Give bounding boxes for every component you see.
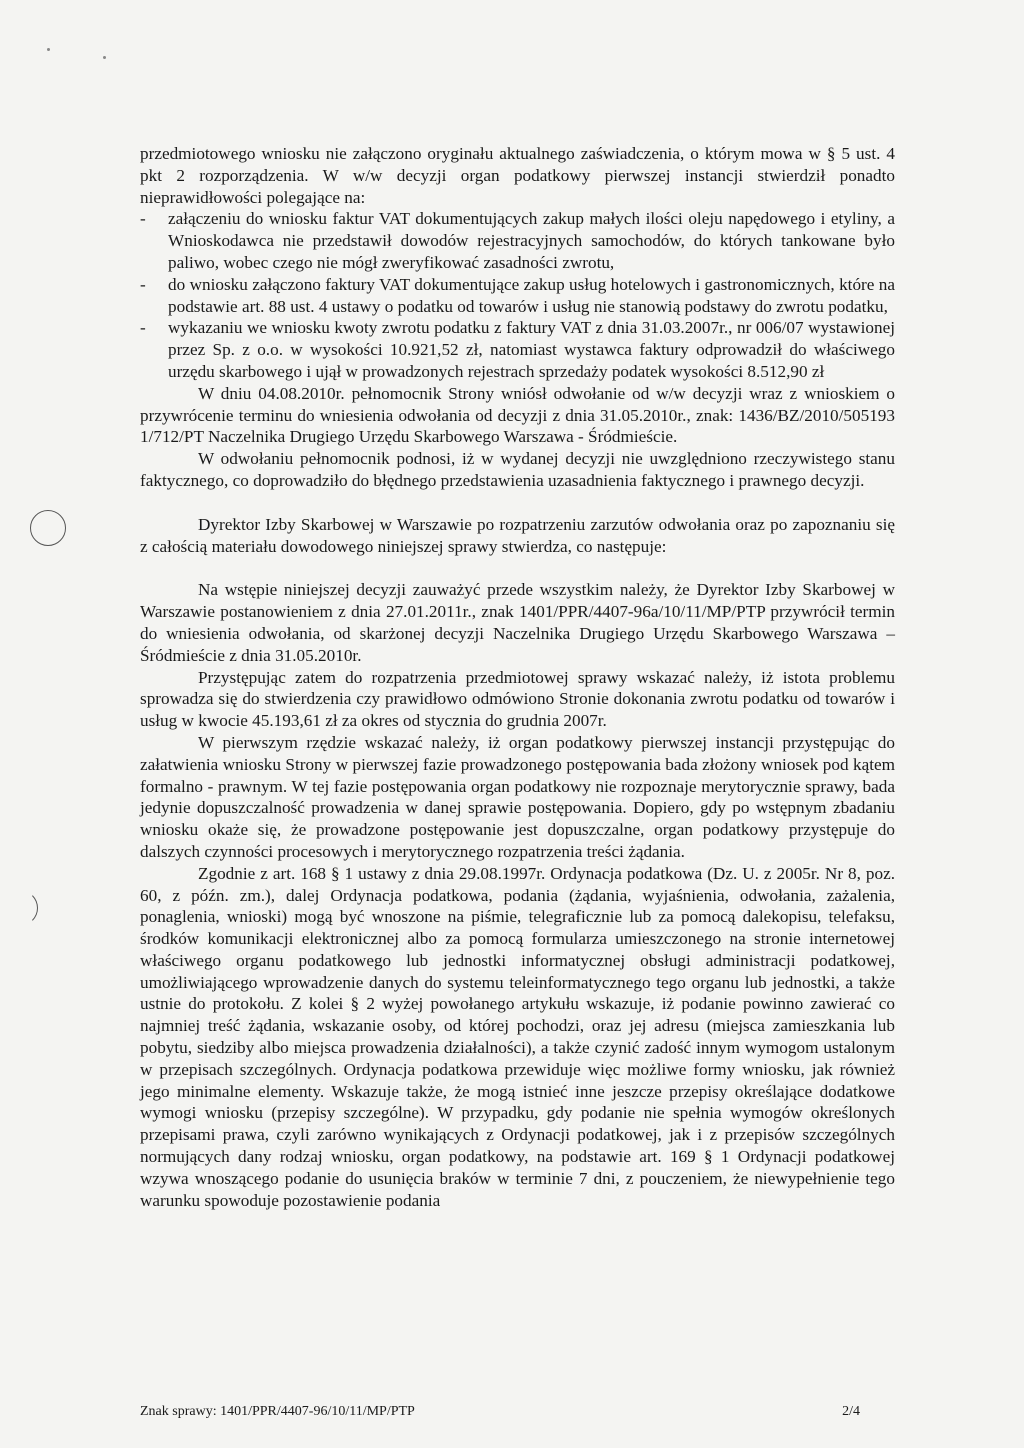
list-item-text: wykazaniu we wniosku kwoty zwrotu podatku z faktury VAT z dnia 31.03.2007r., nr 006/07 wystawionej przez Sp. z o.o. w wysokości 10.921,52 zł, natomiast wystawca faktury odprowadził do właściwego urzędu skarbowego i ujął w prowadzonych rejestrach sprzedaży podatek wysokości 8.512,90 zł — [168, 318, 895, 381]
list-item-text: załączeniu do wniosku faktur VAT dokumentujących zakup małych ilości oleju napędowego i etyliny, a Wnioskodawca nie przedstawił dowodów rejestracyjnych samochodów, do których tankowane było paliwo, wobec czego nie mógł zweryfikować zasadności zwrotu, — [168, 209, 895, 272]
paragraph: W dniu 04.08.2010r. pełnomocnik Strony wniósł odwołanie od w/w decyzji wraz z wnioskiem o przywrócenie terminu do wniesienia odwołania od decyzji z dnia 31.05.2010r., znak: 1436/BZ/2010/505193 1/712/PT Naczelnika Drugiego Urzędu Skarbowego Warszawa - Śródmieście. — [140, 383, 895, 447]
paragraph: Na wstępie niniejszej decyzji zauważyć przede wszystkim należy, że Dyrektor Izby Skarbowej w Warszawie postanowieniem z dnia 27.01.2011r., znak 1401/PPR/4407-96a/10/11/MP/PTP przywrócił termin do wniesienia odwołania, od skarżonej decyzji Naczelnika Drugiego Urzędu Skarbowego Warszawa – Śródmieście z dnia 31.05.2010r. — [140, 580, 895, 665]
scan-speck — [47, 48, 50, 51]
document-body — [140, 143, 895, 1211]
paragraph: Dyrektor Izby Skarbowej w Warszawie po rozpatrzeniu zarzutów odwołania oraz po zapoznaniu się z całością materiału dowodowego niniejszej sprawy stwierdza, co następuje: — [140, 514, 895, 556]
case-reference: Znak sprawy: 1401/PPR/4407-96/10/11/MP/PTP — [140, 1404, 415, 1419]
list-item: - załączeniu do wniosku faktur VAT dokumentujących zakup małych ilości oleju napędowego i etyliny, a Wnioskodawca nie przedstawił dowodów rejestracyjnych samochodów, do których tankowane było paliwo, wobec czego nie mógł zweryfikować zasadności zwrotu, — [140, 209, 895, 272]
list-item: - do wniosku załączono faktury VAT dokumentujące zakup usług hotelowych i gastronomicznych, które na podstawie art. 88 ust. 4 ustawy o podatku od towarów i usług nie stanowią podstawy do zwrotu podatku, — [140, 274, 895, 316]
paragraph: Zgodnie z art. 168 § 1 ustawy z dnia 29.08.1997r. Ordynacja podatkowa (Dz. U. z 2005r. Nr 8, poz. 60, z późn. zm.), dalej Ordynacja podatkowa, podania (żądania, wyjaśnienia, odwołania, zażalenia, ponaglenia, wnioski) mogą być wnoszone na piśmie, telegraficznie lub za pomocą dalekopisu, telefaksu, środków komunikacji elektronicznej albo za pomocą formularza umieszczonego na stronie internetowej właściwego organu podatkowego lub jednostki informatycznej obsługi administracji podatkowej, umożliwiającego wprowadzenie danych do systemu teleinformatycznego tego organu lub jednostki, a także ustnie do protokołu. Z kolei § 2 wyżej powołanego artykułu wskazuje, iż podanie powinno zawierać co najmniej treść żądania, wskazanie osoby, od której pochodzi, oraz jej adresu (miejsca zamieszkania lub pobytu, siedziby albo miejsca prowadzenia działalności), a także czynić zadość innym wymogom ustalonym w przepisach szczególnych. Ordynacja podatkowa przewiduje więc możliwe formy wniosku, jak również jego minimalne elementy. Wskazuje także, że mogą istnieć inne jeszcze przepisy określające dodatkowe wymogi wniosku (przepisy szczególne). W przypadku, gdy podanie nie spełnia wymogów określonych przepisami prawa, czyli zarówno wynikających z Ordynacji podatkowej, jak i z przepisów szczególnych normujących dany rodzaj wniosku, organ podatkowy, na podstawie art. 169 § 1 Ordynacji podatkowej wzywa wnoszącego podanie do usunięcia braków w terminie 7 dni, z pouczeniem, że niewypełnienie tego warunku spowoduje pozostawienie podania — [140, 863, 895, 1210]
paragraph: Przystępując zatem do rozpatrzenia przedmiotowej sprawy wskazać należy, iż istota problemu sprowadza się do stwierdzenia czy prawidłowo odmówiono Stronie dokonania zwrotu podatku od towarów i usług w kwocie 45.193,61 zł za okres od stycznia do grudnia 2007r. — [140, 667, 895, 731]
punch-hole — [2, 890, 38, 926]
paragraph: W pierwszym rzędzie wskazać należy, iż organ podatkowy pierwszej instancji przystępując do załatwienia wniosku Strony w pierwszej fazie prowadzonego postępowania bada złożony wniosek pod kątem formalno - prawnym. W tej fazie postępowania organ podatkowy nie rozpoznaje merytorycznie sprawy, bada jedynie dopuszczalność prowadzenia w danej sprawie postępowania. Dopiero, gdy po wstępnym zbadaniu wniosku okaże się, że prowadzone postępowanie jest dopuszczalne, organ podatkowy przystępuje do dalszych czynności procesowych i merytorycznego rozpatrzenia treści żądania. — [140, 732, 895, 861]
page-footer — [140, 1404, 860, 1420]
page-number: 2/4 — [842, 1404, 860, 1419]
list-item: - wykazaniu we wniosku kwoty zwrotu podatku z faktury VAT z dnia 31.03.2007r., nr 006/07 wystawionej przez Sp. z o.o. w wysokości 10.921,52 zł, natomiast wystawca faktury odprowadził do właściwego urzędu skarbowego i ujął w prowadzonych rejestrach sprzedaży podatek wysokości 8.512,90 zł — [140, 318, 895, 381]
punch-hole — [30, 510, 66, 546]
list-item-text: do wniosku załączono faktury VAT dokumentujące zakup usług hotelowych i gastronomicznych, które na podstawie art. 88 ust. 4 ustawy o podatku od towarów i usług nie stanowią podstawy do zwrotu podatku, — [168, 274, 895, 316]
paragraph: W odwołaniu pełnomocnik podnosi, iż w wydanej decyzji nie uwzględniono rzeczywistego stanu faktycznego, co doprowadziło do błędnego przedstawienia uzasadnienia faktycznego i prawnego decyzji. — [140, 449, 895, 490]
scan-speck — [103, 56, 106, 59]
paragraph: przedmiotowego wniosku nie załączono oryginału aktualnego zaświadczenia, o którym mowa w § 5 ust. 4 pkt 2 rozporządzenia. W w/w decyzji organ podatkowy pierwszej instancji stwierdził ponadto nieprawidłowości polegające na: — [140, 144, 895, 207]
